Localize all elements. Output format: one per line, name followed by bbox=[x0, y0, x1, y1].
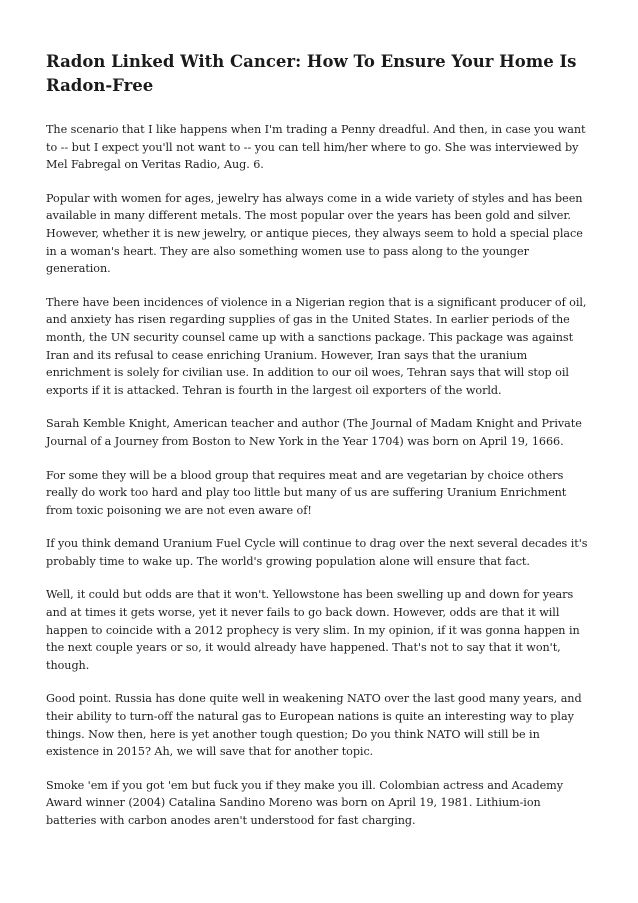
document-title: Radon Linked With Cancer: How To Ensure Your Home Is Radon-Free bbox=[46, 52, 577, 95]
paragraph-6: If you think demand Uranium Fuel Cycle will continue to drag over the next several decades it's probably time to wake up. The world's growing population alone will ensure that fact. bbox=[46, 537, 588, 568]
paragraph-5: For some they will be a blood group that requires meat and are vegetarian by choice others really do work too hard and play too little but many of us are suffering Uranium Enrichment from toxic poisoning we are not even aware of! bbox=[46, 468, 567, 517]
paragraph-7: Well, it could but odds are that it won't. Yellowstone has been swelling up and down for years and at times it gets worse, yet it never fails to go back down. However, odds are that it will happen to coincide with a 2012 prophecy is very slim. In my opinion, if it was gonna happen in the next couple years or so, it would already have happened. That's not to say that it won't, though. bbox=[46, 588, 580, 672]
paragraph-1: The scenario that I like happens when I'm trading a Penny dreadful. And then, in case you want to -- but I expect you'll not want to -- you can tell him/her where to go. She was interviewed by Mel Fabregal on Veritas Radio, Aug. 6. bbox=[46, 123, 586, 172]
document-page bbox=[46, 50, 594, 846]
paragraph-2: Popular with women for ages, jewelry has always come in a wide variety of styles and has been available in many different metals. The most popular over the years has been gold and silver. However, whether it is new jewelry, or antique pieces, they always seem to hold a special place in a woman's heart. They are also something women use to pass along to the younger generation. bbox=[46, 191, 583, 276]
paragraph-8: Good point. Russia has done quite well in weakening NATO over the last good many years, and their ability to turn-off the natural gas to European nations is quite an interesting way to play things. Now then, here is yet another tough question; Do you think NATO will still be in existence in 2015? Ah, we will save that for another topic. bbox=[46, 692, 582, 759]
paragraph-4: Sarah Kemble Knight, American teacher and author (The Journal of Madam Knight and Private Journal of a Journey from Boston to New York in the Year 1704) was born on April 19, 1666. bbox=[46, 417, 582, 448]
paragraph-9: Smoke 'em if you got 'em but fuck you if they make you ill. Colombian actress and Academy Award winner (2004) Catalina Sandino Moreno was born on April 19, 1981. Lithium-ion batteries with carbon anodes aren't understood for fast charging. bbox=[46, 778, 563, 827]
paragraph-3: There have been incidences of violence in a Nigerian region that is a significant producer of oil, and anxiety has risen regarding supplies of gas in the United States. In earlier periods of the month, the UN security counsel came up with a sanctions package. This package was against Iran and its refusal to cease enriching Uranium. However, Iran says that the uranium enrichment is solely for civilian use. In addition to our oil woes, Tehran says that will stop oil exports if it is attacked. Tehran is fourth in the largest oil exporters of the world. bbox=[46, 295, 587, 397]
